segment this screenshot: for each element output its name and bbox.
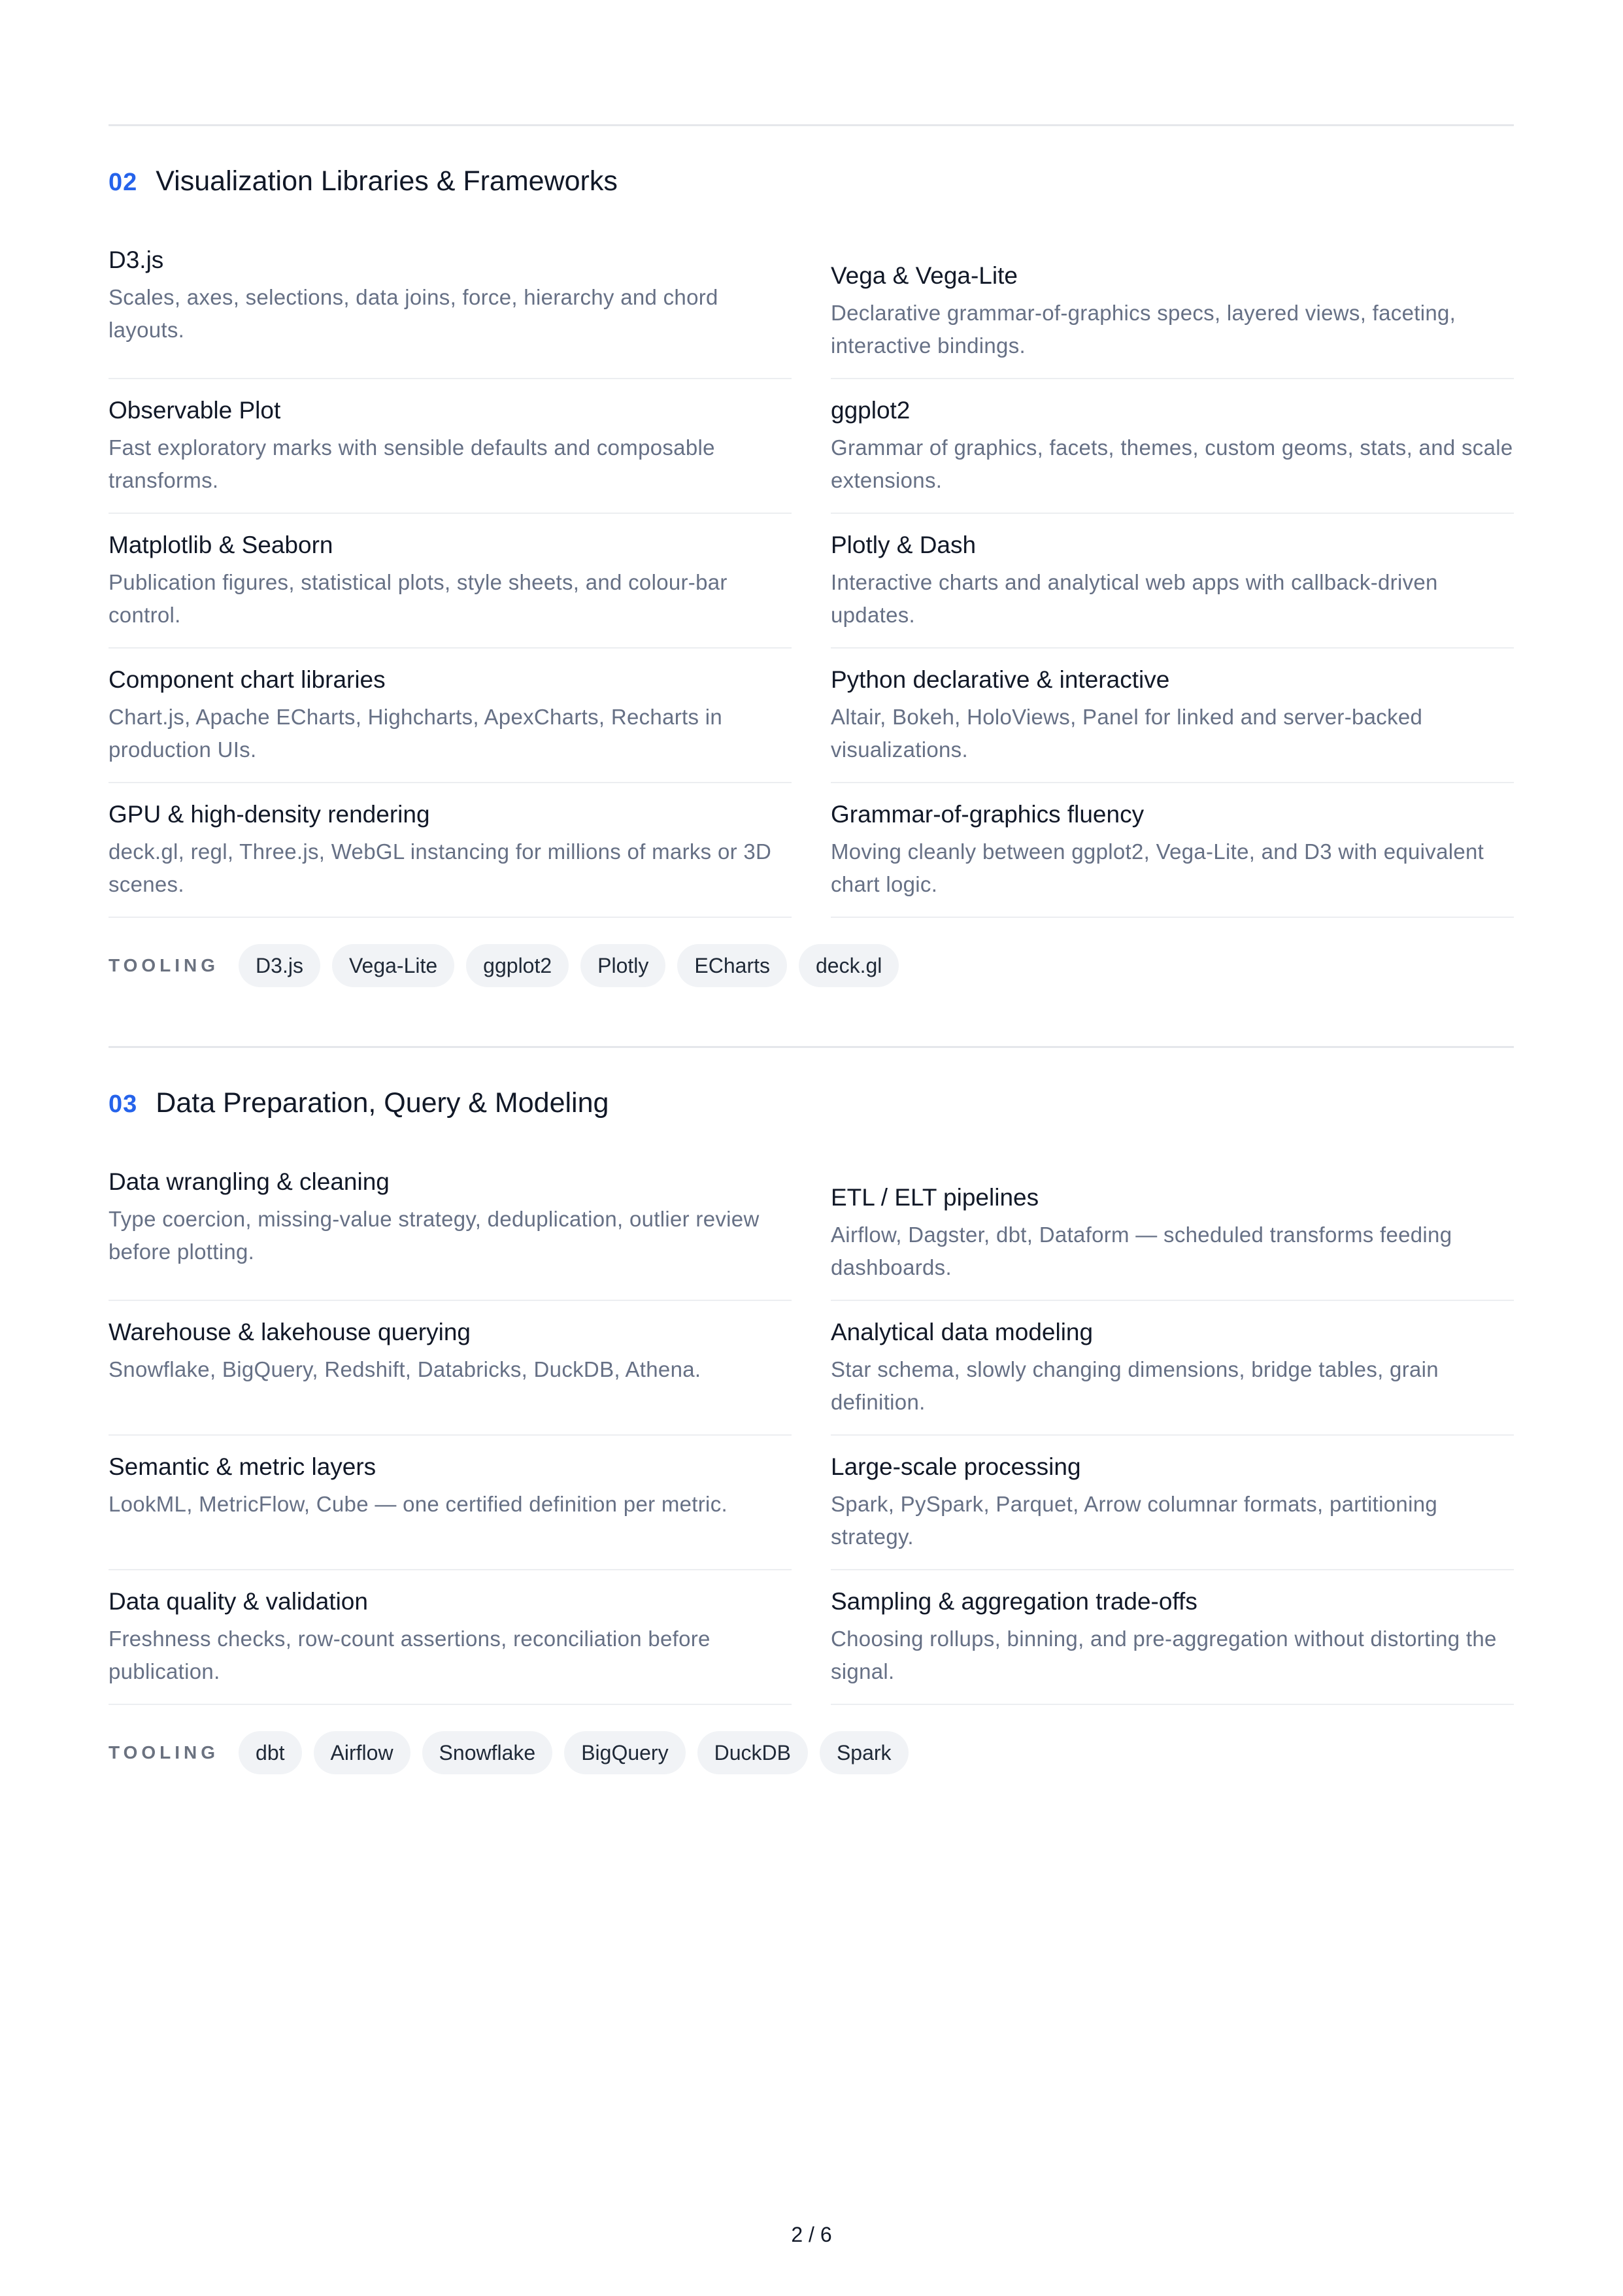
skill-description: Choosing rollups, binning, and pre-aggregation without distorting the signal. (831, 1627, 1497, 1683)
skills-grid (109, 1166, 1514, 1705)
skill-title: Grammar-of-graphics fluency (831, 801, 1145, 828)
skills-grid (109, 245, 1514, 918)
section-title: Data Preparation, Query & Modeling (156, 1087, 609, 1119)
skill-item (831, 379, 1514, 514)
skill-title: Data quality & validation (109, 1588, 368, 1615)
skill-title: D3.js (109, 246, 164, 273)
tool-chip: Airflow (314, 1731, 410, 1774)
skill-description: Grammar of graphics, facets, themes, custom geoms, stats, and scale extensions. (831, 435, 1513, 492)
tool-chip: Vega-Lite (332, 944, 454, 987)
skill-description: Moving cleanly between ggplot2, Vega-Lite, and D3 with equivalent chart logic. (831, 839, 1484, 896)
skill-title: Python declarative & interactive (831, 666, 1170, 693)
section-number: 03 (109, 1090, 138, 1118)
skill-description: Altair, Bokeh, HoloViews, Panel for linked and server-backed visualizations. (831, 705, 1423, 762)
skill-description: Spark, PySpark, Parquet, Arrow columnar formats, partitioning strategy. (831, 1492, 1438, 1549)
skill-item (831, 245, 1514, 379)
skill-description: Type coercion, missing-value strategy, deduplication, outlier review before plotting. (109, 1207, 760, 1264)
skill-title: Vega & Vega-Lite (831, 262, 1018, 289)
skill-description: Scales, axes, selections, data joins, force, hierarchy and chord layouts. (109, 285, 718, 342)
tool-chip: deck.gl (799, 944, 899, 987)
skill-title: Analytical data modeling (831, 1319, 1094, 1345)
tool-chip: DuckDB (697, 1731, 808, 1774)
skill-title: Semantic & metric layers (109, 1453, 376, 1480)
tool-chip: Snowflake (422, 1731, 553, 1774)
skill-title: ggplot2 (831, 397, 911, 424)
section-data-preparation (109, 1046, 1514, 1774)
skill-title: Large-scale processing (831, 1453, 1081, 1480)
skill-description: Interactive charts and analytical web apps with callback-driven updates. (831, 570, 1438, 627)
skill-description: Airflow, Dagster, dbt, Dataform — scheduled transforms feeding dashboards. (831, 1223, 1452, 1279)
skill-item (831, 1301, 1514, 1436)
skill-description: Publication figures, statistical plots, style sheets, and colour-bar control. (109, 570, 728, 627)
skill-item (109, 1301, 792, 1436)
section-number: 02 (109, 169, 138, 196)
skill-description: Fast exploratory marks with sensible defaults and composable transforms. (109, 435, 715, 492)
tool-chip: ggplot2 (466, 944, 569, 987)
skill-description: Snowflake, BigQuery, Redshift, Databricks, DuckDB, Athena. (109, 1357, 701, 1381)
tool-chip: ECharts (677, 944, 787, 987)
section-header (109, 1087, 1514, 1119)
skill-description: Freshness checks, row-count assertions, reconciliation before publication. (109, 1627, 711, 1683)
skill-description: LookML, MetricFlow, Cube — one certified definition per metric. (109, 1492, 728, 1516)
tooling-label: TOOLING (109, 1742, 220, 1763)
tool-chip: Plotly (580, 944, 665, 987)
section-header (109, 165, 1514, 197)
skill-title: Warehouse & lakehouse querying (109, 1319, 471, 1345)
skill-title: Observable Plot (109, 397, 281, 424)
skill-item (109, 1436, 792, 1570)
skill-title: ETL / ELT pipelines (831, 1184, 1039, 1211)
skill-item (831, 1166, 1514, 1301)
tool-chip: Spark (820, 1731, 909, 1774)
skill-item (109, 379, 792, 514)
tool-chip: D3.js (239, 944, 320, 987)
tool-chip: dbt (239, 1731, 301, 1774)
skill-title: Data wrangling & cleaning (109, 1168, 390, 1195)
skill-title: Plotly & Dash (831, 532, 977, 558)
skill-description: Declarative grammar-of-graphics specs, layered views, faceting, interactive bindings. (831, 301, 1456, 358)
tool-chip: BigQuery (564, 1731, 685, 1774)
skill-description: deck.gl, regl, Three.js, WebGL instancing for millions of marks or 3D scenes. (109, 839, 772, 896)
skill-item (109, 649, 792, 783)
skill-title: Component chart libraries (109, 666, 386, 693)
skill-title: Sampling & aggregation trade-offs (831, 1588, 1197, 1615)
skill-item (109, 1570, 792, 1705)
skill-description: Chart.js, Apache ECharts, Highcharts, ApexCharts, Recharts in production UIs. (109, 705, 723, 762)
tooling-row (109, 944, 1514, 987)
tooling-row (109, 1731, 1514, 1774)
skill-item (831, 1436, 1514, 1570)
skill-item (109, 245, 792, 379)
skill-item (831, 514, 1514, 649)
page-number: 2 / 6 (791, 2223, 832, 2246)
skill-description: Star schema, slowly changing dimensions, bridge tables, grain definition. (831, 1357, 1439, 1414)
section-visualization-libraries (109, 124, 1514, 987)
skill-title: Matplotlib & Seaborn (109, 532, 333, 558)
tooling-label: TOOLING (109, 955, 220, 975)
skill-item (831, 783, 1514, 918)
skill-title: GPU & high-density rendering (109, 801, 430, 828)
skill-item (109, 783, 792, 918)
section-title: Visualization Libraries & Frameworks (156, 165, 618, 197)
skill-item (831, 649, 1514, 783)
skill-item (109, 514, 792, 649)
skill-item (831, 1570, 1514, 1705)
skill-item (109, 1166, 792, 1301)
